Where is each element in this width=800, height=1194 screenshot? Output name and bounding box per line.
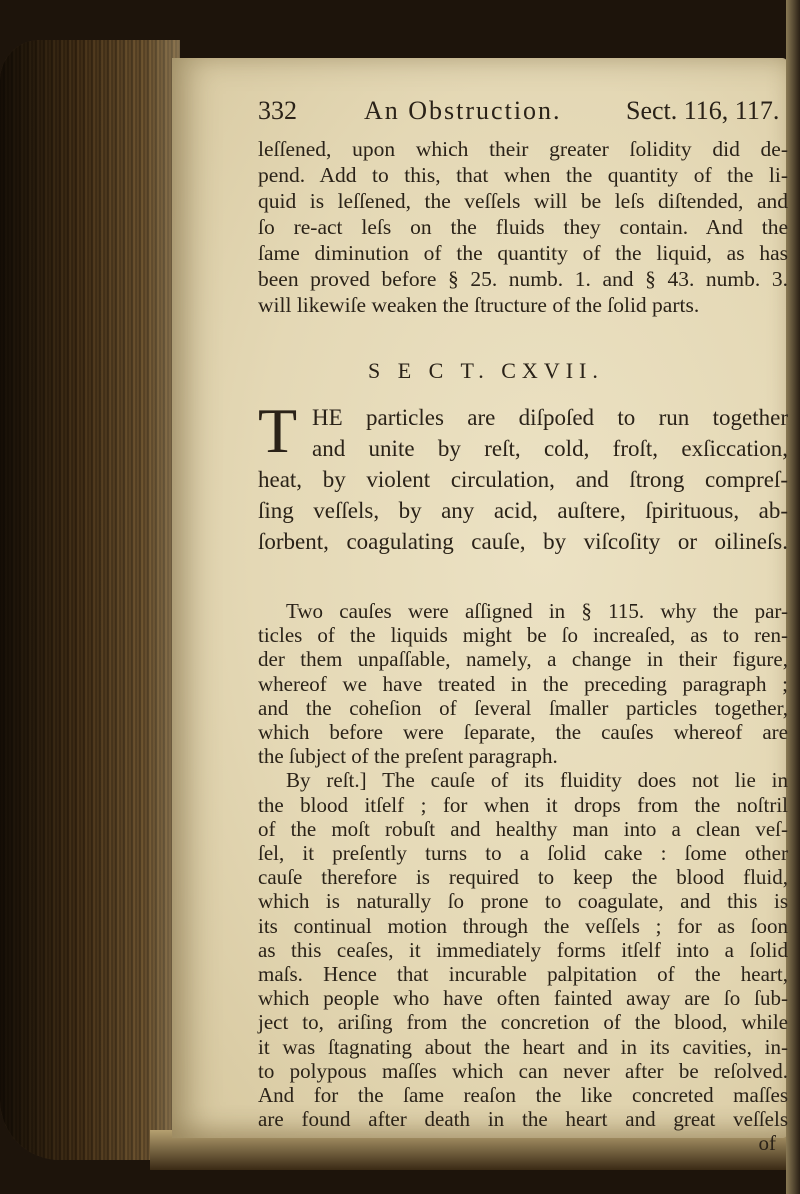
drop-cap: T [258, 395, 298, 466]
text-line: of the moſt robuſt and healthy man into a clean veſ- [258, 816, 788, 841]
section-heading: S E C T. CXVII. [368, 358, 604, 383]
text-line: been proved before § 25. numb. 1. and § 43. numb. 3. [258, 267, 788, 291]
text-line: are found after death in the heart and great veſſels [258, 1107, 788, 1132]
fore-edge-shadow [0, 40, 180, 1160]
text-line: ſing veſſels, by any acid, auſtere, ſpirituous, ab- [258, 498, 788, 523]
page-header [258, 96, 788, 136]
text-line: which is naturally ſo prone to coagulate, and this is [258, 889, 788, 914]
page-text [258, 96, 788, 1155]
text-line: ticles of the liquids might be ſo increaſed, as to ren- [258, 623, 788, 648]
page-number: 332 [258, 96, 297, 125]
commentary-text [258, 599, 788, 1155]
text-line: its continual motion through the veſſels ; for as ſoon [258, 913, 788, 938]
text-line: heat, by violent circulation, and ſtrong compreſ- [258, 467, 788, 492]
text-line: der them unpaſſable, namely, a change in their figure, [258, 647, 788, 672]
right-edge-strip [786, 0, 800, 1194]
text-line: ject to, ariſing from the concretion of the blood, while [258, 1010, 788, 1035]
text-line: cauſe therefore is required to keep the blood fluid, [258, 865, 788, 890]
text-line: quid is leſſened, the veſſels will be leſs diſtended, and [258, 189, 788, 213]
text-line: it was ſtagnating about the heart and in its cavities, in- [258, 1034, 788, 1059]
text-line: leſſened, upon which their greater ſolidity did de- [258, 137, 788, 161]
text-line: ſorbent, coagulating cauſe, by viſcoſity or oilineſs. [258, 529, 788, 554]
catchword: of [758, 1131, 776, 1156]
section-reference: Sect. 116, 117. [626, 96, 780, 125]
text-line: ſame diminution of the quantity of the liquid, as has [258, 241, 788, 265]
text-line: the blood itſelf ; for when it drops from the noſtril [258, 792, 788, 817]
text-line: which before were ſeparate, the cauſes whereof are [258, 720, 788, 745]
text-line: And for the ſame reaſon the like concreted maſſes [258, 1083, 788, 1108]
text-line: whereof we have treated in the preceding paragraph ; [258, 671, 788, 696]
continuation-paragraph [258, 136, 788, 318]
text-line: pend. Add to this, that when the quantity of the li- [258, 163, 788, 187]
text-line: as this ceaſes, it immediately forms itſelf into a ſolid [258, 937, 788, 962]
text-line: HE particles are diſpoſed to run together [312, 405, 788, 430]
text-line: ſel, it preſently turns to a ſolid cake : ſome other [258, 841, 788, 866]
running-head: An Obstruction. [364, 96, 562, 125]
text-line: to polypous maſſes which can never after be reſolved. [258, 1058, 788, 1083]
text-line: Two cauſes were aſſigned in § 115. why the par- [286, 599, 788, 623]
text-line: will likewiſe weaken the ſtructure of the ſolid parts. [258, 293, 700, 317]
text-line: the ſubject of the preſent paragraph. [258, 744, 558, 769]
text-line: By reſt.] The cauſe of its fluidity does not lie in [286, 768, 788, 793]
text-line: and the coheſion of ſeveral ſmaller particles together, [258, 695, 788, 720]
text-line: which people who have often fainted away are ſo ſub- [258, 986, 788, 1011]
text-line: and unite by reſt, cold, froſt, exſiccation, [312, 436, 788, 461]
aphorism-text [258, 395, 788, 557]
text-line: ſo re-act leſs on the fluids they contain. And the [258, 215, 788, 239]
text-line: maſs. Hence that incurable palpitation of the heart, [258, 962, 788, 987]
